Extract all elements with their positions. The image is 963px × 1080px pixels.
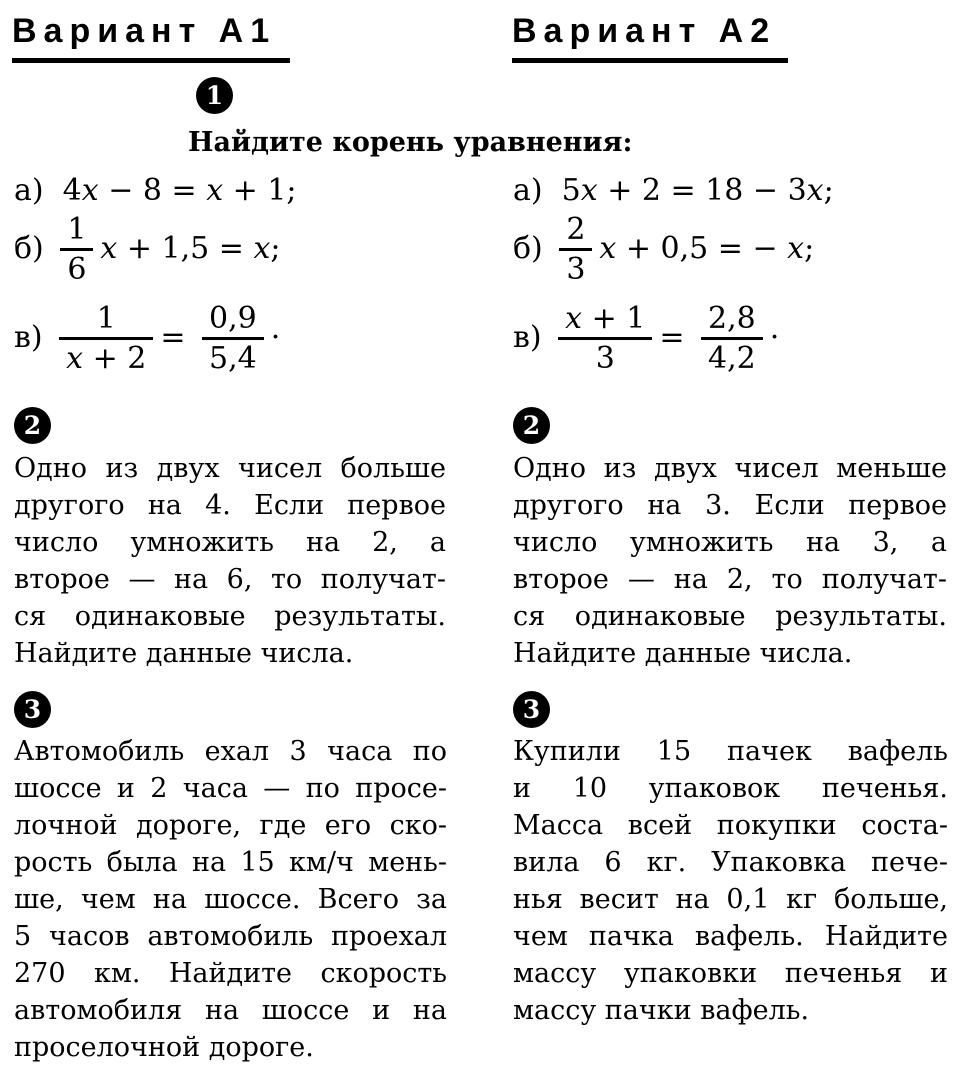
math-text: б) bbox=[14, 230, 54, 266]
math-text: x bbox=[787, 230, 805, 266]
math-text: 5 bbox=[561, 172, 581, 208]
text-line: число умножить на 2, а bbox=[14, 527, 446, 558]
math-text: + 1; bbox=[223, 172, 297, 208]
text-line: ся одинаковые результаты. bbox=[14, 601, 446, 632]
math-text: x bbox=[580, 172, 598, 208]
fraction bbox=[559, 213, 592, 286]
fraction-numerator bbox=[558, 302, 652, 341]
fraction-denominator bbox=[559, 251, 592, 286]
variant-a1-title: Вариант А1 bbox=[12, 12, 290, 63]
math-text: x bbox=[806, 172, 824, 208]
equation-a2-v bbox=[513, 294, 779, 382]
text-line: Автомобиль ехал 3 часа по bbox=[14, 736, 447, 767]
task-2-badge-a1: 2 bbox=[14, 407, 51, 444]
math-text: ; bbox=[804, 230, 815, 266]
fraction-numerator bbox=[60, 213, 93, 252]
math-text: + 1 bbox=[582, 300, 646, 336]
text-line: Одно из двух чисел больше bbox=[14, 453, 446, 484]
math-text: а) bbox=[14, 172, 63, 208]
text-line: Купили 15 пачек вафель bbox=[513, 736, 948, 767]
math-text: 0,9 bbox=[209, 300, 257, 336]
math-text: в) bbox=[513, 319, 552, 355]
text-line: Найдите данные числа. bbox=[14, 638, 354, 669]
task-2-text-a1 bbox=[14, 450, 446, 672]
math-text: + 2 = 18 − 3 bbox=[597, 172, 807, 208]
equation-a2-a bbox=[513, 170, 834, 212]
math-text: + 1,5 = bbox=[117, 230, 254, 266]
fraction-denominator bbox=[202, 340, 264, 375]
fraction bbox=[60, 213, 93, 286]
math-text: 3 bbox=[595, 341, 615, 376]
text-line: лочной дороге, где его ско- bbox=[14, 810, 447, 841]
equation-a1-v bbox=[14, 294, 280, 382]
equation-a1-a bbox=[14, 170, 297, 212]
text-line: Найдите данные числа. bbox=[513, 638, 853, 669]
math-text: = bbox=[659, 319, 695, 355]
fraction bbox=[558, 302, 652, 375]
math-text: x bbox=[81, 172, 99, 208]
math-text: + 0,5 = − bbox=[616, 230, 788, 266]
text-line: и 10 упаковок печенья. bbox=[513, 773, 948, 804]
math-text: x bbox=[100, 230, 118, 266]
math-text: . bbox=[769, 310, 780, 346]
math-text: 4,2 bbox=[708, 341, 756, 376]
math-text: . bbox=[270, 310, 281, 346]
math-text: в) bbox=[14, 319, 53, 355]
text-line: 5 часов автомобиль проехал bbox=[14, 921, 447, 952]
math-text: x bbox=[253, 230, 271, 266]
task-3-badge-a1: 3 bbox=[14, 691, 51, 728]
math-text: 1 bbox=[96, 300, 116, 336]
math-text: x bbox=[206, 172, 224, 208]
math-text: = bbox=[160, 319, 196, 355]
fraction-numerator bbox=[701, 302, 763, 341]
fraction-numerator bbox=[559, 213, 592, 252]
task-1-badge: 1 bbox=[196, 77, 233, 114]
text-line: число умножить на 3, а bbox=[513, 527, 947, 558]
math-text: 4 bbox=[62, 172, 82, 208]
math-text: + 2 bbox=[83, 341, 147, 376]
text-line: другого на 3. Если первое bbox=[513, 490, 947, 521]
text-line: массу пачки вафель. bbox=[513, 995, 810, 1026]
fraction-denominator bbox=[60, 251, 93, 286]
text-line: вила 6 кг. Упаковка пече- bbox=[513, 847, 948, 878]
math-text: ; bbox=[823, 172, 834, 208]
math-text: x bbox=[565, 300, 583, 336]
fraction-denominator bbox=[558, 340, 652, 375]
math-text: 5,4 bbox=[209, 341, 257, 376]
equation-a1-b bbox=[14, 208, 281, 290]
task-3-text-a1 bbox=[14, 733, 447, 1066]
math-text: а) bbox=[513, 172, 562, 208]
text-line: ся одинаковые результаты. bbox=[513, 601, 947, 632]
math-text: ; bbox=[270, 230, 281, 266]
text-line: массу упаковки печенья и bbox=[513, 958, 948, 989]
fraction-numerator bbox=[59, 302, 153, 341]
text-line: 270 км. Найдите скорость bbox=[14, 958, 447, 989]
fraction bbox=[701, 302, 763, 375]
text-line: ше, чем на шоссе. Всего за bbox=[14, 884, 447, 915]
variant-a2-title: Вариант А2 bbox=[512, 12, 788, 63]
math-text: x bbox=[66, 341, 84, 376]
fraction-denominator bbox=[59, 340, 153, 375]
fraction-denominator bbox=[701, 340, 763, 375]
math-text: − 8 = bbox=[98, 172, 207, 208]
text-line: чем пачка вафель. Найдите bbox=[513, 921, 948, 952]
text-line: Одно из двух чисел меньше bbox=[513, 453, 947, 484]
text-line: автомобиля на шоссе и на bbox=[14, 995, 447, 1026]
math-text: 6 bbox=[67, 252, 87, 287]
math-text: x bbox=[599, 230, 617, 266]
task-2-badge-a2: 2 bbox=[513, 407, 550, 444]
text-line: рость была на 15 км/ч мень- bbox=[14, 847, 447, 878]
text-line: второе — на 6, то получат- bbox=[14, 564, 446, 595]
fraction bbox=[59, 302, 153, 375]
text-line: другого на 4. Если первое bbox=[14, 490, 446, 521]
text-line: Масса всей покупки соста- bbox=[513, 810, 948, 841]
math-text: б) bbox=[513, 230, 553, 266]
text-line: проселочной дороге. bbox=[14, 1032, 314, 1063]
task-1-heading: Найдите корень уравнения: bbox=[188, 127, 633, 158]
fraction bbox=[202, 302, 264, 375]
math-text: 2,8 bbox=[708, 300, 756, 336]
task-2-text-a2 bbox=[513, 450, 947, 672]
task-3-text-a2 bbox=[513, 733, 948, 1029]
equation-a2-b bbox=[513, 208, 814, 290]
math-text: 3 bbox=[566, 252, 586, 287]
fraction-numerator bbox=[202, 302, 264, 341]
text-line: нья весит на 0,1 кг больше, bbox=[513, 884, 948, 915]
text-line: второе — на 2, то получат- bbox=[513, 564, 947, 595]
task-3-badge-a2: 3 bbox=[513, 691, 550, 728]
math-text: 2 bbox=[566, 211, 586, 247]
math-text: 1 bbox=[67, 211, 87, 247]
text-line: шоссе и 2 часа — по просе- bbox=[14, 773, 447, 804]
